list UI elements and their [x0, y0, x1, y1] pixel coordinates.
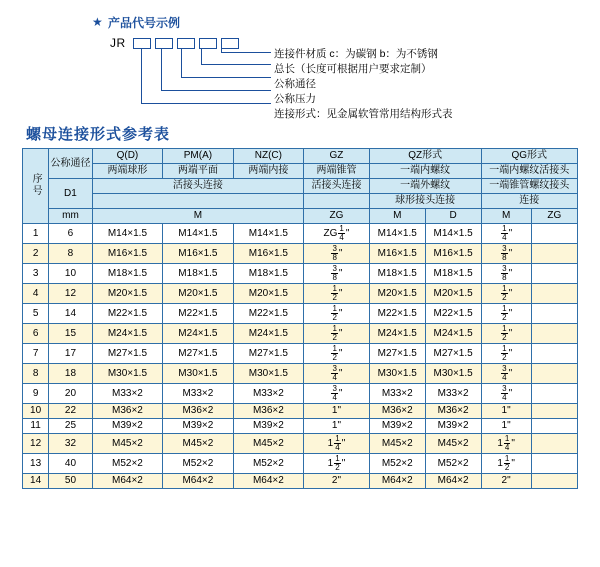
cell-qg-m: $\frac{3}{8}$ " — [481, 244, 531, 264]
cell-seq: 3 — [23, 264, 49, 284]
legend-item-connection-type: 连接形式：见金属软管常用结构形式表 — [274, 108, 453, 120]
leader-h-1 — [141, 103, 271, 104]
cell-pm: M14×1.5 — [163, 224, 233, 244]
cell-seq: 10 — [23, 404, 49, 419]
table-row — [23, 404, 578, 419]
header-group-qg: QG形式 — [481, 149, 577, 164]
cell-pm: M20×1.5 — [163, 284, 233, 304]
cell-nz: M33×2 — [233, 384, 303, 404]
cell-qd: M20×1.5 — [92, 284, 162, 304]
cell-gz: 2" — [304, 474, 370, 489]
cell-qz-d: M52×2 — [425, 454, 481, 474]
table-header — [23, 149, 578, 224]
cell-qd: M52×2 — [92, 454, 162, 474]
cell-dn: 17 — [49, 344, 93, 364]
cell-qg-m: 1 $\frac{1}{4}$ " — [481, 434, 531, 454]
table-row — [23, 284, 578, 304]
cell-qg-m: 1" — [481, 404, 531, 419]
cell-seq: 12 — [23, 434, 49, 454]
leader-v-3 — [181, 48, 182, 77]
cell-qg-m: $\frac{3}{4}$ " — [481, 364, 531, 384]
cell-qg-zg — [531, 324, 577, 344]
cell-pm: M36×2 — [163, 404, 233, 419]
cell-gz: $\frac{1}{2}$ " — [304, 324, 370, 344]
cell-gz: $\frac{3}{4}$ " — [304, 384, 370, 404]
cell-qg-m: $\frac{1}{2}$ " — [481, 304, 531, 324]
cell-pm: M39×2 — [163, 419, 233, 434]
cell-seq: 13 — [23, 454, 49, 474]
cell-qg-zg — [531, 419, 577, 434]
cell-dn: 12 — [49, 284, 93, 304]
cell-qz-d: M24×1.5 — [425, 324, 481, 344]
table-row — [23, 474, 578, 489]
table-row — [23, 434, 578, 454]
cell-nz: M16×1.5 — [233, 244, 303, 264]
cell-qg-zg — [531, 364, 577, 384]
header-gz-union: 活接头连接 — [304, 179, 370, 194]
header-group-pm: PM(A) — [163, 149, 233, 164]
cell-qg-zg — [531, 264, 577, 284]
cell-qg-zg — [531, 284, 577, 304]
cell-nz: M24×1.5 — [233, 324, 303, 344]
table-row — [23, 264, 578, 284]
legend-item-material: 连接件材质 c：为碳钢 b：为不锈钢 — [274, 48, 438, 60]
cell-qz-m: M52×2 — [369, 454, 425, 474]
cell-seq: 1 — [23, 224, 49, 244]
cell-qg-m: 1 $\frac{1}{2}$ " — [481, 454, 531, 474]
header-group-qz: QZ形式 — [369, 149, 481, 164]
nut-connection-table — [22, 148, 578, 489]
legend-item-list — [274, 48, 453, 123]
header-sub-nz: 两端内接 — [233, 164, 303, 179]
cell-dn: 8 — [49, 244, 93, 264]
cell-gz: 1 $\frac{1}{2}$ " — [304, 454, 370, 474]
header-blank-gz — [304, 194, 370, 209]
cell-qz-d: M36×2 — [425, 404, 481, 419]
cell-pm: M18×1.5 — [163, 264, 233, 284]
cell-qd: M22×1.5 — [92, 304, 162, 324]
cell-qg-m: $\frac{1}{4}$ " — [481, 224, 531, 244]
table-row — [23, 244, 578, 264]
cell-qg-zg — [531, 454, 577, 474]
code-box-2 — [155, 38, 173, 49]
header-group-qd: Q(D) — [92, 149, 162, 164]
cell-qd: M64×2 — [92, 474, 162, 489]
header-blank-left — [92, 194, 303, 209]
header-sub-qg: 一端内螺纹活接头 — [481, 164, 577, 179]
code-boxes — [133, 38, 239, 49]
cell-dn: 25 — [49, 419, 93, 434]
cell-pm: M45×2 — [163, 434, 233, 454]
cell-qz-d: M33×2 — [425, 384, 481, 404]
leader-h-4 — [201, 64, 271, 65]
star-icon: ★ — [92, 15, 103, 29]
cell-dn: 20 — [49, 384, 93, 404]
legend-title: 产品代号示例 — [108, 16, 181, 30]
cell-qz-d: M20×1.5 — [425, 284, 481, 304]
cell-dn: 40 — [49, 454, 93, 474]
cell-seq: 5 — [23, 304, 49, 324]
header-union-connect: 活接头连接 — [92, 179, 303, 194]
cell-seq: 14 — [23, 474, 49, 489]
cell-qg-zg — [531, 434, 577, 454]
cell-nz: M14×1.5 — [233, 224, 303, 244]
cell-qz-m: M45×2 — [369, 434, 425, 454]
table-row — [23, 324, 578, 344]
cell-gz: 1 $\frac{1}{4}$ " — [304, 434, 370, 454]
cell-qd: M14×1.5 — [92, 224, 162, 244]
header-unit-m: M — [92, 209, 303, 224]
table-row — [23, 454, 578, 474]
cell-gz: $\frac{1}{2}$ " — [304, 304, 370, 324]
leader-v-1 — [141, 48, 142, 103]
cell-qz-d: M22×1.5 — [425, 304, 481, 324]
cell-gz: ZG $\frac{1}{4}$ " — [304, 224, 370, 244]
code-box-3 — [177, 38, 195, 49]
header-unit-zg: ZG — [304, 209, 370, 224]
table-body — [23, 224, 578, 489]
cell-qz-d: M39×2 — [425, 419, 481, 434]
cell-qg-m: $\frac{3}{4}$ " — [481, 384, 531, 404]
header-unit-mm: mm — [49, 209, 93, 224]
cell-dn: 10 — [49, 264, 93, 284]
cell-seq: 4 — [23, 284, 49, 304]
cell-qz-m: M20×1.5 — [369, 284, 425, 304]
cell-qz-m: M16×1.5 — [369, 244, 425, 264]
cell-pm: M64×2 — [163, 474, 233, 489]
cell-qd: M45×2 — [92, 434, 162, 454]
code-box-5 — [221, 38, 239, 49]
cell-pm: M24×1.5 — [163, 324, 233, 344]
cell-pm: M22×1.5 — [163, 304, 233, 324]
leader-h-5 — [221, 52, 271, 53]
cell-qd: M18×1.5 — [92, 264, 162, 284]
header-group-gz: GZ — [304, 149, 370, 164]
table-header-row-1 — [23, 149, 578, 164]
cell-qd: M36×2 — [92, 404, 162, 419]
cell-pm: M30×1.5 — [163, 364, 233, 384]
cell-qg-m: $\frac{1}{2}$ " — [481, 324, 531, 344]
cell-qg-zg — [531, 344, 577, 364]
header-qg-taper-thread: 一端锥管螺纹接头 — [481, 179, 577, 194]
cell-seq: 7 — [23, 344, 49, 364]
cell-nz: M22×1.5 — [233, 304, 303, 324]
header-unit-qg-m: M — [481, 209, 531, 224]
header-unit-qz-d: D — [425, 209, 481, 224]
cell-nz: M27×1.5 — [233, 344, 303, 364]
cell-qz-m: M14×1.5 — [369, 224, 425, 244]
cell-qd: M16×1.5 — [92, 244, 162, 264]
header-qz-external-thread: 一端外螺纹 — [369, 179, 481, 194]
cell-seq: 2 — [23, 244, 49, 264]
header-qz-ball-joint: 球形接头连接 — [369, 194, 481, 209]
header-unit-qz-m: M — [369, 209, 425, 224]
legend-item-nominal-diameter: 公称通径 — [274, 78, 316, 90]
cell-qg-zg — [531, 384, 577, 404]
cell-qz-m: M39×2 — [369, 419, 425, 434]
code-prefix: JR — [110, 36, 126, 50]
cell-qz-d: M45×2 — [425, 434, 481, 454]
cell-qz-m: M24×1.5 — [369, 324, 425, 344]
cell-qz-m: M64×2 — [369, 474, 425, 489]
header-sub-qz: 一端内螺纹 — [369, 164, 481, 179]
cell-nz: M20×1.5 — [233, 284, 303, 304]
table-row — [23, 344, 578, 364]
cell-gz: 1" — [304, 419, 370, 434]
cell-nz: M52×2 — [233, 454, 303, 474]
header-group-nz: NZ(C) — [233, 149, 303, 164]
cell-qd: M30×1.5 — [92, 364, 162, 384]
table-header-row-2 — [23, 164, 578, 179]
cell-qz-d: M64×2 — [425, 474, 481, 489]
cell-qz-m: M18×1.5 — [369, 264, 425, 284]
cell-pm: M27×1.5 — [163, 344, 233, 364]
header-seq: 序号 — [23, 149, 49, 224]
cell-qz-m: M22×1.5 — [369, 304, 425, 324]
table-row — [23, 364, 578, 384]
leader-h-3 — [181, 77, 271, 78]
cell-pm: M33×2 — [163, 384, 233, 404]
table-header-row-4 — [23, 194, 578, 209]
header-sub-qd: 两端球形 — [92, 164, 162, 179]
cell-qg-m: 1" — [481, 419, 531, 434]
cell-qz-d: M16×1.5 — [425, 244, 481, 264]
cell-gz: 1" — [304, 404, 370, 419]
cell-nz: M18×1.5 — [233, 264, 303, 284]
cell-nz: M64×2 — [233, 474, 303, 489]
cell-nz: M45×2 — [233, 434, 303, 454]
cell-seq: 11 — [23, 419, 49, 434]
cell-seq: 8 — [23, 364, 49, 384]
cell-qz-d: M27×1.5 — [425, 344, 481, 364]
leader-v-2 — [161, 48, 162, 90]
header-dn: 公称通径 — [49, 149, 93, 179]
cell-qz-d: M18×1.5 — [425, 264, 481, 284]
cell-qg-zg — [531, 304, 577, 324]
table-row — [23, 419, 578, 434]
cell-qz-m: M27×1.5 — [369, 344, 425, 364]
header-sub-gz: 两端锥管 — [304, 164, 370, 179]
cell-gz: $\frac{3}{4}$ " — [304, 364, 370, 384]
cell-qz-d: M30×1.5 — [425, 364, 481, 384]
cell-pm: M16×1.5 — [163, 244, 233, 264]
cell-qd: M27×1.5 — [92, 344, 162, 364]
cell-qg-m: $\frac{3}{8}$ " — [481, 264, 531, 284]
cell-qz-d: M14×1.5 — [425, 224, 481, 244]
product-code-legend — [0, 0, 600, 120]
cell-qd: M39×2 — [92, 419, 162, 434]
table-header-row-5 — [23, 209, 578, 224]
cell-pm: M52×2 — [163, 454, 233, 474]
cell-nz: M36×2 — [233, 404, 303, 419]
cell-qg-m: $\frac{1}{2}$ " — [481, 284, 531, 304]
header-d1: D1 — [49, 179, 93, 209]
cell-qg-zg — [531, 474, 577, 489]
header-qg-connect: 连接 — [481, 194, 577, 209]
legend-item-length: 总长（长度可根据用户要求定制） — [274, 63, 432, 75]
leader-v-4 — [201, 48, 202, 64]
legend-item-nominal-pressure: 公称压力 — [274, 93, 316, 105]
cell-qz-m: M33×2 — [369, 384, 425, 404]
header-unit-qg-zg: ZG — [531, 209, 577, 224]
table-row — [23, 224, 578, 244]
cell-qg-m: $\frac{1}{2}$ " — [481, 344, 531, 364]
cell-qg-zg — [531, 244, 577, 264]
table-row — [23, 304, 578, 324]
cell-seq: 9 — [23, 384, 49, 404]
cell-gz: $\frac{3}{8}$ " — [304, 264, 370, 284]
section-title: 螺母连接形式参考表 — [26, 126, 171, 143]
cell-qd: M33×2 — [92, 384, 162, 404]
cell-qg-m: 2" — [481, 474, 531, 489]
cell-qz-m: M36×2 — [369, 404, 425, 419]
cell-dn: 18 — [49, 364, 93, 384]
cell-qg-zg — [531, 224, 577, 244]
cell-qz-m: M30×1.5 — [369, 364, 425, 384]
cell-qg-zg — [531, 404, 577, 419]
header-sub-pm: 两端平面 — [163, 164, 233, 179]
cell-dn: 15 — [49, 324, 93, 344]
cell-dn: 32 — [49, 434, 93, 454]
cell-dn: 22 — [49, 404, 93, 419]
cell-dn: 50 — [49, 474, 93, 489]
cell-seq: 6 — [23, 324, 49, 344]
code-box-1 — [133, 38, 151, 49]
cell-gz: $\frac{3}{8}$ " — [304, 244, 370, 264]
cell-qd: M24×1.5 — [92, 324, 162, 344]
cell-nz: M39×2 — [233, 419, 303, 434]
cell-dn: 6 — [49, 224, 93, 244]
table-header-row-3 — [23, 179, 578, 194]
table-row — [23, 384, 578, 404]
cell-gz: $\frac{1}{2}$ " — [304, 344, 370, 364]
leader-h-2 — [161, 90, 271, 91]
cell-dn: 14 — [49, 304, 93, 324]
cell-gz: $\frac{1}{2}$ " — [304, 284, 370, 304]
cell-nz: M30×1.5 — [233, 364, 303, 384]
